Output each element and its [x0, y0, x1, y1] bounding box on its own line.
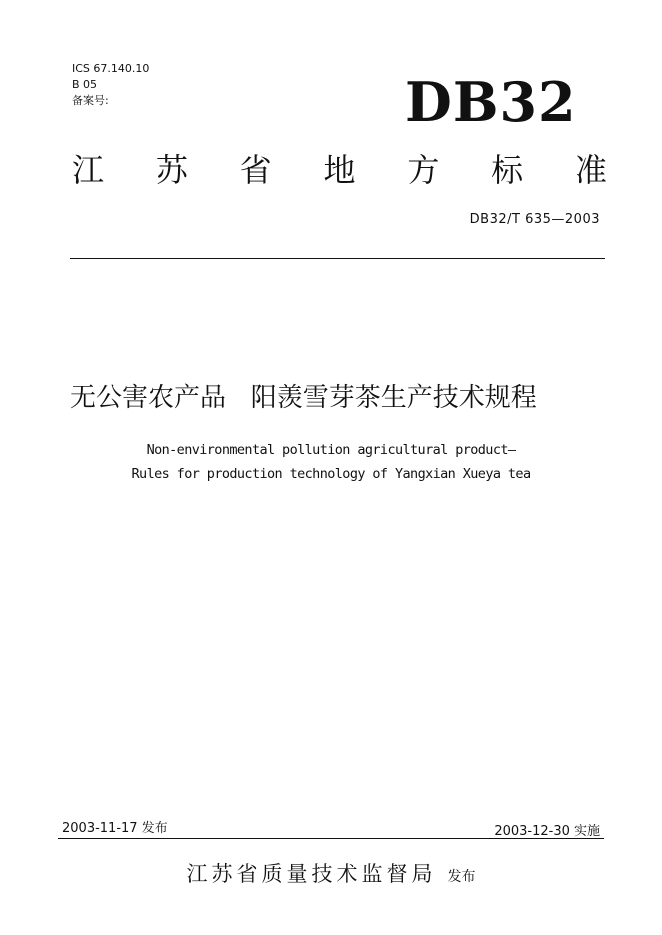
standard-type-char: 省 [239, 151, 272, 189]
standard-code: DB32 [405, 70, 577, 134]
issuer-name: 江苏省质量技术监督局 [186, 862, 437, 886]
document-title-english-line2: Rules for production technology of Yangxian Xueya tea [131, 466, 531, 482]
issuer-action: 发布 [447, 869, 476, 885]
standard-type-char: 标 [491, 151, 524, 189]
standard-type-heading [72, 148, 607, 192]
standard-type-char: 地 [323, 151, 356, 189]
header-divider [70, 258, 605, 259]
document-title-chinese: 无公害农产品 阳羡雪芽茶生产技术规程 [70, 383, 537, 413]
classification-code: B 05 [72, 78, 98, 91]
standard-type-char: 准 [574, 151, 607, 189]
standard-type-char: 方 [407, 151, 440, 189]
standard-type-char: 苏 [155, 151, 188, 189]
footer-divider [58, 838, 604, 839]
record-number-label: 备案号: [72, 94, 109, 107]
standard-number: DB32/T 635—2003 [469, 212, 600, 227]
implementation-date: 2003-12-30 实施 [494, 824, 600, 839]
issuing-authority [0, 858, 662, 888]
standard-type-char: 江 [72, 151, 105, 189]
issue-date: 2003-11-17 发布 [62, 821, 168, 836]
ics-code: ICS 67.140.10 [72, 62, 150, 75]
document-title-english-line1: Non-environmental pollution agricultural product— [146, 442, 516, 458]
